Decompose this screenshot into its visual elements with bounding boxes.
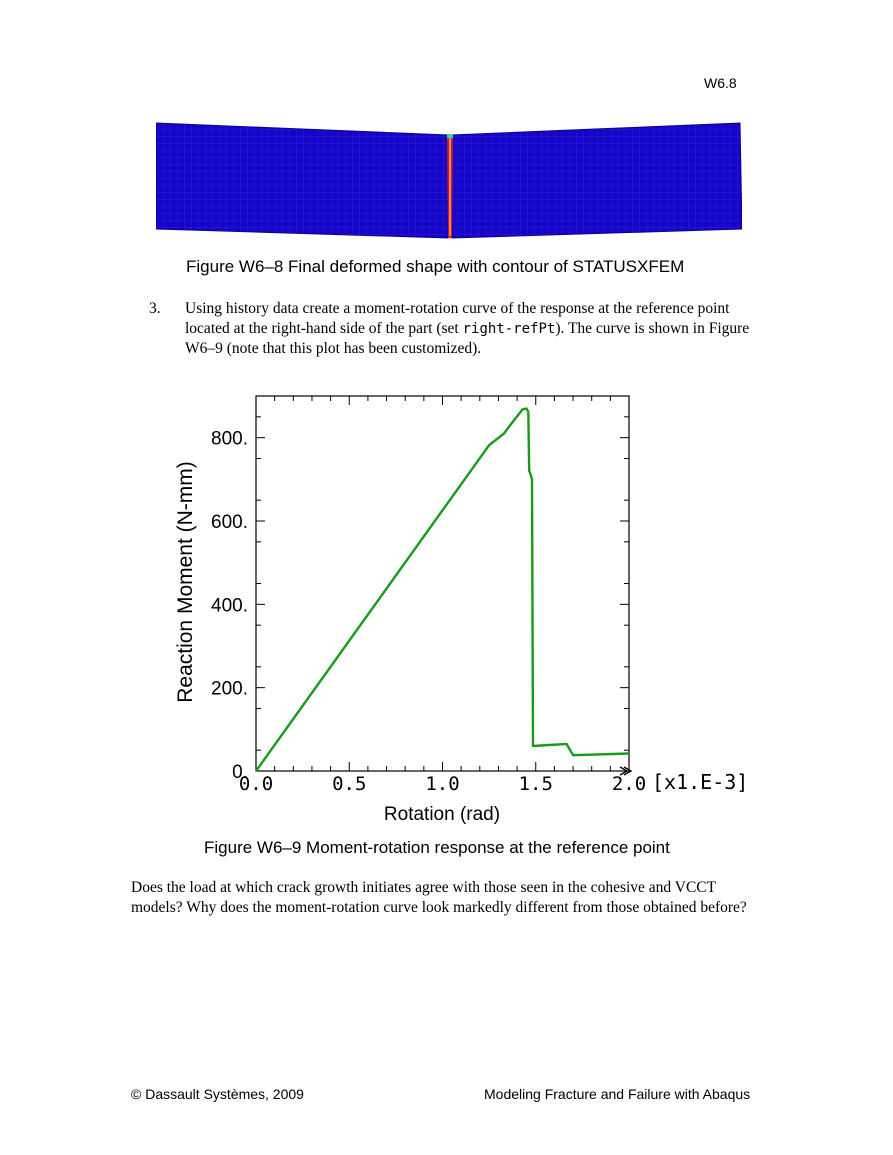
plot-area-frame (256, 396, 629, 771)
y-tick-label: 200. (211, 678, 248, 700)
x-tick-label: 0.0 (238, 773, 274, 795)
page-number: W6.8 (704, 75, 737, 91)
beam-right-half (452, 123, 742, 238)
x-tick-label: 2.0 (611, 773, 647, 795)
moment-rotation-curve (256, 409, 629, 772)
step-3-paragraph (149, 299, 774, 359)
moment-rotation-chart (160, 385, 760, 835)
y-tick-label: 0. (232, 762, 248, 783)
question-paragraph: Does the load at which crack growth initiates agree with those seen in the cohesive and VCCT models? Why does the moment-rotation curve look markedly different from those obtained before? (131, 879, 747, 916)
y-tick-label: 600. (211, 512, 248, 533)
x-multiplier-label: [x1.E-3] (652, 770, 749, 794)
crack-tip-marker (447, 134, 453, 138)
y-tick-label: 800. (211, 428, 248, 450)
set-name-code: right-refPt (462, 320, 556, 337)
x-tick-label: 0.5 (332, 773, 367, 795)
footer-title: Modeling Fracture and Failure with Abaqus (484, 1086, 751, 1102)
beam-left-half (156, 123, 448, 238)
y-tick-label: 400. (211, 595, 248, 617)
figure-caption: Figure W6–9 Moment-rotation response at the reference point (204, 838, 670, 857)
step-number: 3. (149, 300, 161, 317)
figure-caption: Figure W6–8 Final deformed shape with contour of STATUSXFEM (186, 257, 685, 276)
footer-copyright: © Dassault Systèmes, 2009 (131, 1086, 304, 1102)
step-text: Using history data create a moment-rotation curve of the response at the reference point located at the right-hand side of the part (set right-refPt). The curve is shown in Figure W6–9 (note that this plot has been customized). (185, 300, 750, 357)
x-tick-label: 1.5 (518, 773, 553, 795)
x-tick-label: 1.0 (425, 773, 460, 795)
x-axis-label: Rotation (rad) (383, 804, 501, 825)
deformed-beam-contour-plot (156, 122, 742, 240)
y-axis-label: Reaction Moment (N-mm) (174, 461, 197, 703)
